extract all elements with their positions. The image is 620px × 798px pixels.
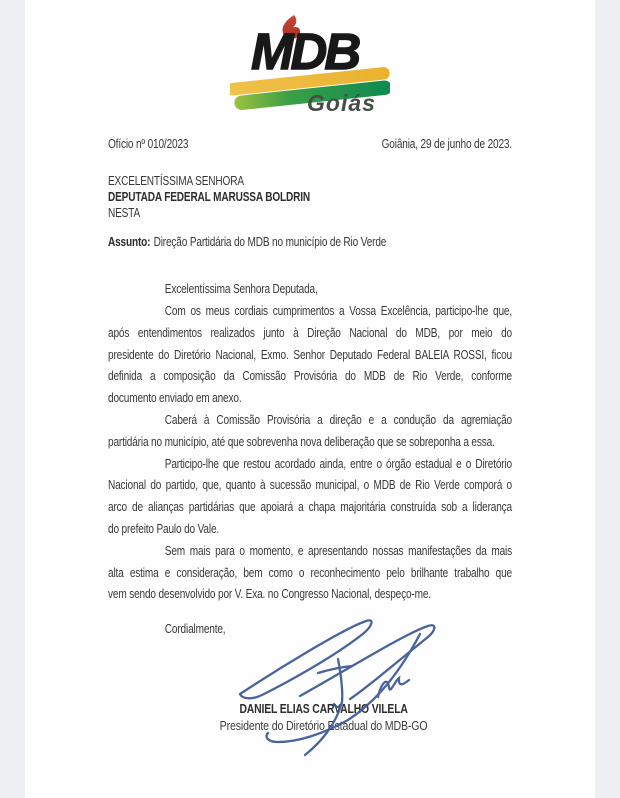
header-row <box>108 134 512 156</box>
scanned-letter-page <box>25 0 595 798</box>
recipient-honorific: EXCELENTÍSSIMA SENHORA <box>108 173 244 188</box>
recipient-block <box>108 173 512 222</box>
paragraph-line: vem sendo desenvolvido por V. Exa. no Congresso Nacional, despeço-me. <box>108 587 431 602</box>
mdb-logo-graphic <box>230 14 390 117</box>
paragraph-line: arco de alianças partidárias que apoiará a chapa majoritária construída sob a liderança <box>108 500 512 515</box>
paragraph-1 <box>108 301 512 410</box>
paragraph-line: partidária no município, até que sobrevenha nova deliberação que se sobreponha a essa. <box>108 434 495 449</box>
signer-role: Presidente do Diretório Estadual do MDB-GO <box>219 717 428 733</box>
oficio-number: Ofício nº 010/2023 <box>108 137 189 151</box>
paragraph-line: Nacional do partido, que, quanto à sucessão municipal, o MDB de Rio Verde comporá o <box>108 478 512 493</box>
paragraph-2 <box>108 410 512 454</box>
salutation: Excelentíssima Senhora Deputada, <box>164 282 318 297</box>
signer-name: DANIEL ELIAS CARVALHO VILELA <box>239 700 408 716</box>
signer-block <box>108 701 512 734</box>
paragraph-line: Sem mais para o momento, e apresentando nossas manifestações da mais <box>164 543 513 558</box>
signature-area <box>108 641 512 701</box>
paragraph-line: documento enviado em anexo. <box>108 391 242 406</box>
paragraph-line: alta estima e consideração, bem como o reconhecimento pelo brilhante trabalho que <box>108 565 512 580</box>
paragraph-line: presidente do Diretório Nacional, Exmo. Senhor Deputado Federal BALEIA ROSSI, ficou <box>108 347 512 362</box>
paragraph-line: definida a composição da Comissão Provisória do MDB de Rio Verde, conforme <box>108 369 512 384</box>
paragraph-line: Com os meus cordiais cumprimentos a Vossa Excelência, participo-lhe que, <box>164 304 513 318</box>
paragraph-line: após entendimentos realizados junto à Direção Nacional do MDB, por meio do <box>108 325 512 340</box>
paragraph-line: Participo-lhe que restou acordado ainda, entre o órgão estadual e o Diretório <box>164 456 513 471</box>
paragraph-line: do prefeito Paulo do Vale. <box>108 521 220 536</box>
paragraph-line: Caberá à Comissão Provisória a direção e a condução da agremiação <box>164 412 513 427</box>
paragraph-4 <box>108 541 512 606</box>
subject-text: Direção Partidária do MDB no município de Rio Verde <box>153 235 387 250</box>
recipient-name: DEPUTADA FEDERAL MARUSSA BOLDRIN <box>108 190 310 204</box>
place-and-date: Goiânia, 29 de junho de 2023. <box>381 137 512 151</box>
letter-body-column <box>108 134 512 734</box>
subject-label: Assunto: <box>108 235 151 250</box>
recipient-city: NESTA <box>108 206 141 221</box>
closing-word: Cordialmente, <box>164 622 226 637</box>
paragraph-3 <box>108 454 512 541</box>
logo-region-label: Goiás <box>307 90 376 116</box>
mdb-goias-logo <box>230 0 390 122</box>
subject-line <box>108 232 512 254</box>
logo-acronym: MDB <box>251 23 359 80</box>
